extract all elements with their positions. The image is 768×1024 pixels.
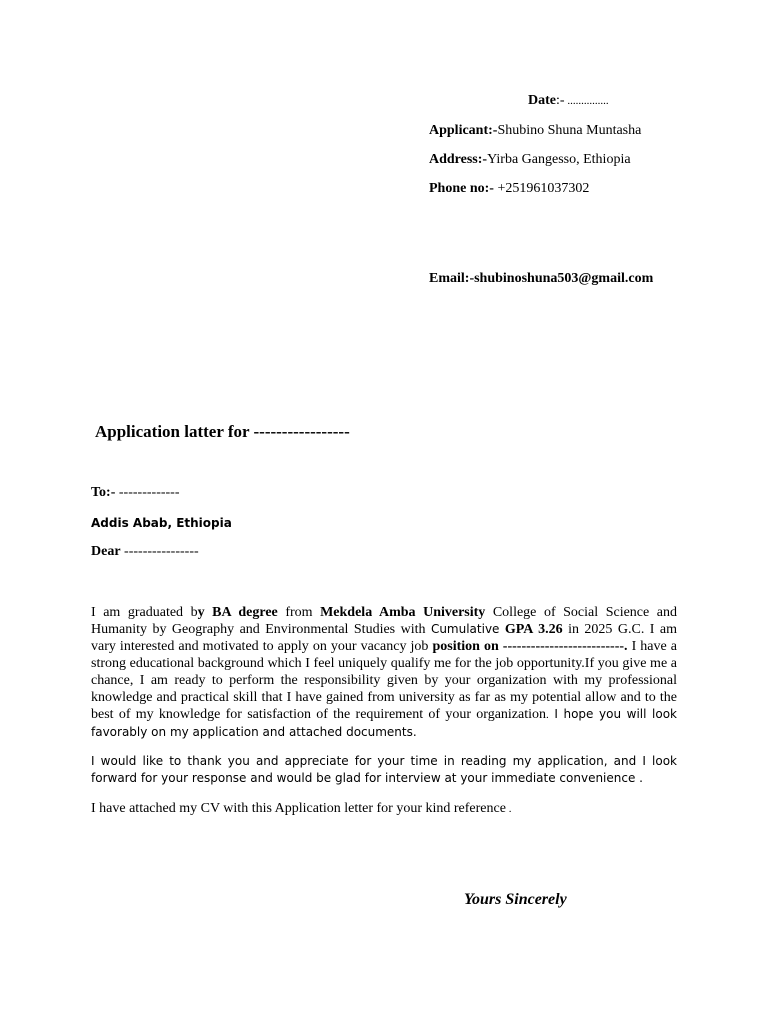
date-value: ............... [564,95,609,107]
salutation-line [91,543,199,561]
applicant-line [429,122,641,140]
phone-label: Phone no:- [429,181,494,196]
dear-value: ---------------- [120,544,199,559]
p1-university: Mekdela Amba University [320,605,486,620]
p1-degree: y BA degree [197,605,278,620]
p1-text-6: I have a strong educational background which I feel uniquely qualify me for the job opportunity.If you give me a chance, I am ready to perform the responsibility given by your organization with my professional knowledge and practical skill that I have gained from university as far as my potential allow and to the best of my knowledge for satisfaction of the requirement of your organization [91,639,677,722]
p3-end: . [505,803,512,815]
p1-text-7: . [546,709,549,721]
p1-cumulative: Cumulative [430,622,500,636]
to-label: To:- [91,485,116,500]
email-value: shubinoshuna503@gmail.com [474,271,654,286]
body-paragraph-3 [91,800,677,818]
to-line [91,484,180,502]
phone-line [429,180,589,198]
closing-signoff: Yours Sincerely [464,891,567,908]
p1-text-5: in 2025 G.C. I am vary interested and motivated to apply on your vacancy job [91,622,678,654]
email-label: Email:- [429,271,475,286]
body-paragraph-2: I would like to thank you and appreciate for your time in reading my application, and I look forward for your response and would be glad for interview at your immediate convenience . [91,754,677,785]
p1-gpa: GPA 3.26 [504,622,563,637]
date-separator: :- [556,93,565,108]
p1-text-3: College of Social Science and Humanity by Geography and Environmental Studies with [91,605,677,637]
address-line [429,151,631,169]
to-value: ------------- [115,485,180,500]
p1-text-1: I am graduated b [91,605,198,620]
date-label: Date [528,93,556,108]
p1-closing-sentence: I hope you will look favorably on my application and attached documents. [91,707,677,739]
date-line [528,92,609,110]
applicant-name: Shubino Shuna Muntasha [497,123,642,138]
p1-text-2: from [277,605,321,620]
letter-title: Application latter for ----------------- [95,422,350,441]
dear-label: Dear [91,544,121,559]
body-paragraph-1 [91,604,677,741]
email-line [429,270,653,288]
address-label: Address:- [429,152,488,167]
applicant-label: Applicant:- [429,123,498,138]
p3-text: I have attached my CV with this Application letter for your kind reference [91,801,506,816]
p1-position: position on --------------------------. [432,639,628,654]
phone-value: +251961037302 [493,181,590,196]
recipient-city: Addis Abab, Ethiopia [91,516,232,530]
address-value: Yirba Gangesso, Ethiopia [487,152,631,167]
